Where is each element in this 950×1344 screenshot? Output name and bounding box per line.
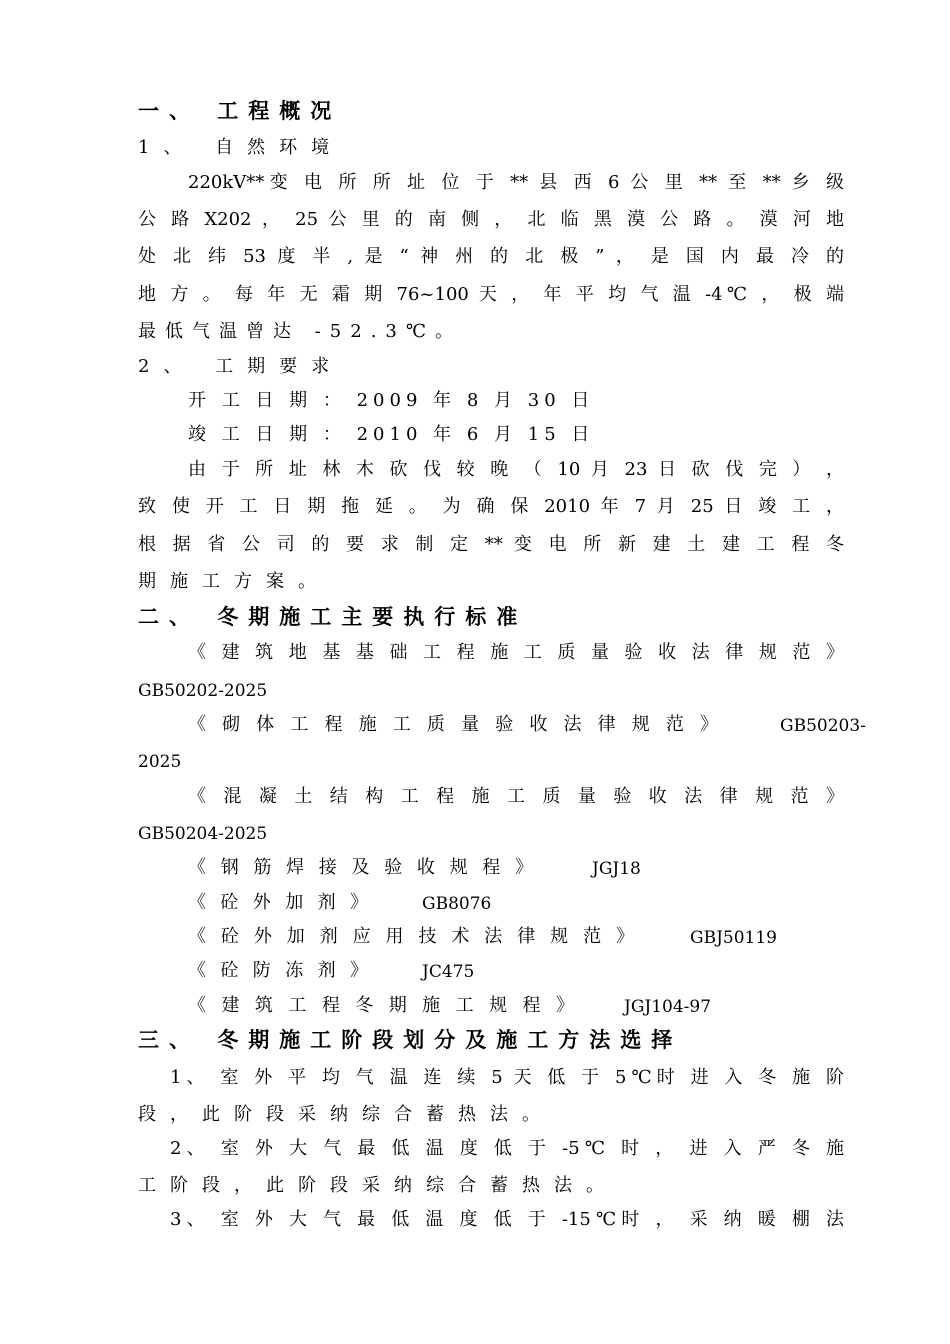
paragraph-line: 根 据 省 公 司 的 要 求 制 定 ** 变 电 所 新 建 土 建 工 程 冬 bbox=[138, 534, 844, 555]
paragraph-line: 致 使 开 工 日 期 拖 延 。 为 确 保 2010 年 7 月 25 日 竣 工 ， bbox=[138, 496, 844, 517]
standard-title: 《 混 凝 土 结 构 工 程 施 工 质 量 验 收 法 律 规 范 》 bbox=[188, 786, 844, 807]
paragraph-line: 2、 室 外 大 气 最 低 温 度 低 于 -5℃ 时 ， 进 入 严 冬 施 bbox=[170, 1138, 844, 1159]
sub-heading-environment: 1、 自然环境 bbox=[138, 137, 344, 158]
standard-code: JGJ18 bbox=[592, 859, 641, 879]
standard-code: GB8076 bbox=[422, 894, 492, 914]
paragraph-line: 工阶段，此阶段采纳综合蓄热法。 bbox=[138, 1175, 618, 1196]
paragraph-line: 220kV**变 电 所 所 址 位 于 ** 县 西 6 公 里 ** 至 ** 乡 级 bbox=[188, 172, 844, 193]
standard-title bbox=[188, 959, 388, 983]
standard-title-text: 《砼外加剂应用技术法律规范》 bbox=[188, 926, 634, 947]
standard-code: GB50203- bbox=[780, 716, 866, 736]
paragraph-line: 由 于 所 址 林 木 砍 伐 较 晚 （ 10 月 23 日 砍 伐 完 ） ， bbox=[188, 459, 844, 480]
standard-title-text: 《 砌 体 工 程 施 工 质 量 验 收 法 律 规 范 》 bbox=[188, 714, 718, 735]
paragraph-line: 地 方 。 每 年 无 霜 期 76~100 天 ， 年 平 均 气 温 -4℃ ， 极 端 bbox=[138, 284, 844, 305]
sub-heading-schedule: 2、 工期要求 bbox=[138, 356, 344, 377]
standard-code: GB50202-2025 bbox=[138, 681, 268, 701]
paragraph-line: 段，此阶段采纳综合蓄热法。 bbox=[138, 1104, 554, 1125]
start-date: 开 工 日 期 ： 2009 年 8 月 30 日 bbox=[188, 390, 595, 411]
standard-title-text: 《建筑工程冬期施工规程》 bbox=[188, 995, 574, 1016]
paragraph-line: 3、 室 外 大 气 最 低 温 度 低 于 -15℃时 ， 采 纳 暖 棚 法 bbox=[170, 1209, 844, 1230]
standard-title bbox=[188, 891, 388, 915]
standard-title-text: 《钢筋焊接及验收规程》 bbox=[188, 857, 533, 878]
standard-code: 2025 bbox=[138, 752, 182, 772]
paragraph-line: 最低气温曾达 -52.3℃。 bbox=[138, 321, 463, 342]
paragraph-line: 公 路 X202 ， 25 公 里 的 南 侧 ， 北 临 黑 漠 公 路 。 漠 河 地 bbox=[138, 209, 844, 230]
standard-title bbox=[188, 856, 548, 880]
standard-code: GB50204-2025 bbox=[138, 824, 268, 844]
standard-title bbox=[188, 713, 728, 737]
standard-title bbox=[188, 925, 648, 949]
standard-title-text: 《砼防冻剂》 bbox=[188, 960, 368, 981]
standard-code: JGJ104-97 bbox=[624, 997, 712, 1017]
paragraph-line: 处 北 纬 53 度 半 , 是 “ 神 州 的 北 极 ” ， 是 国 内 最 冷 的 bbox=[138, 246, 844, 267]
paragraph-line: 1、 室 外 平 均 气 温 连 续 5 天 低 于 5℃时 进 入 冬 施 阶 bbox=[170, 1067, 844, 1088]
standard-title: 《 建 筑 地 基 基 础 工 程 施 工 质 量 验 收 法 律 规 范 》 bbox=[188, 642, 844, 663]
paragraph-line: 期施工方案。 bbox=[138, 571, 330, 592]
standard-code: JC475 bbox=[422, 962, 475, 982]
standard-code: GBJ50119 bbox=[690, 928, 777, 948]
standard-title-text: 《砼外加剂》 bbox=[188, 892, 368, 913]
section3-heading: 三、 冬期施工阶段划分及施工方法选择 bbox=[138, 1027, 683, 1052]
section1-heading: 一、 工程概况 bbox=[138, 98, 342, 123]
end-date: 竣 工 日 期 ： 2010 年 6 月 15 日 bbox=[188, 424, 595, 445]
standard-title bbox=[188, 994, 588, 1018]
section2-heading: 二、 冬期施工主要执行标准 bbox=[138, 604, 528, 629]
